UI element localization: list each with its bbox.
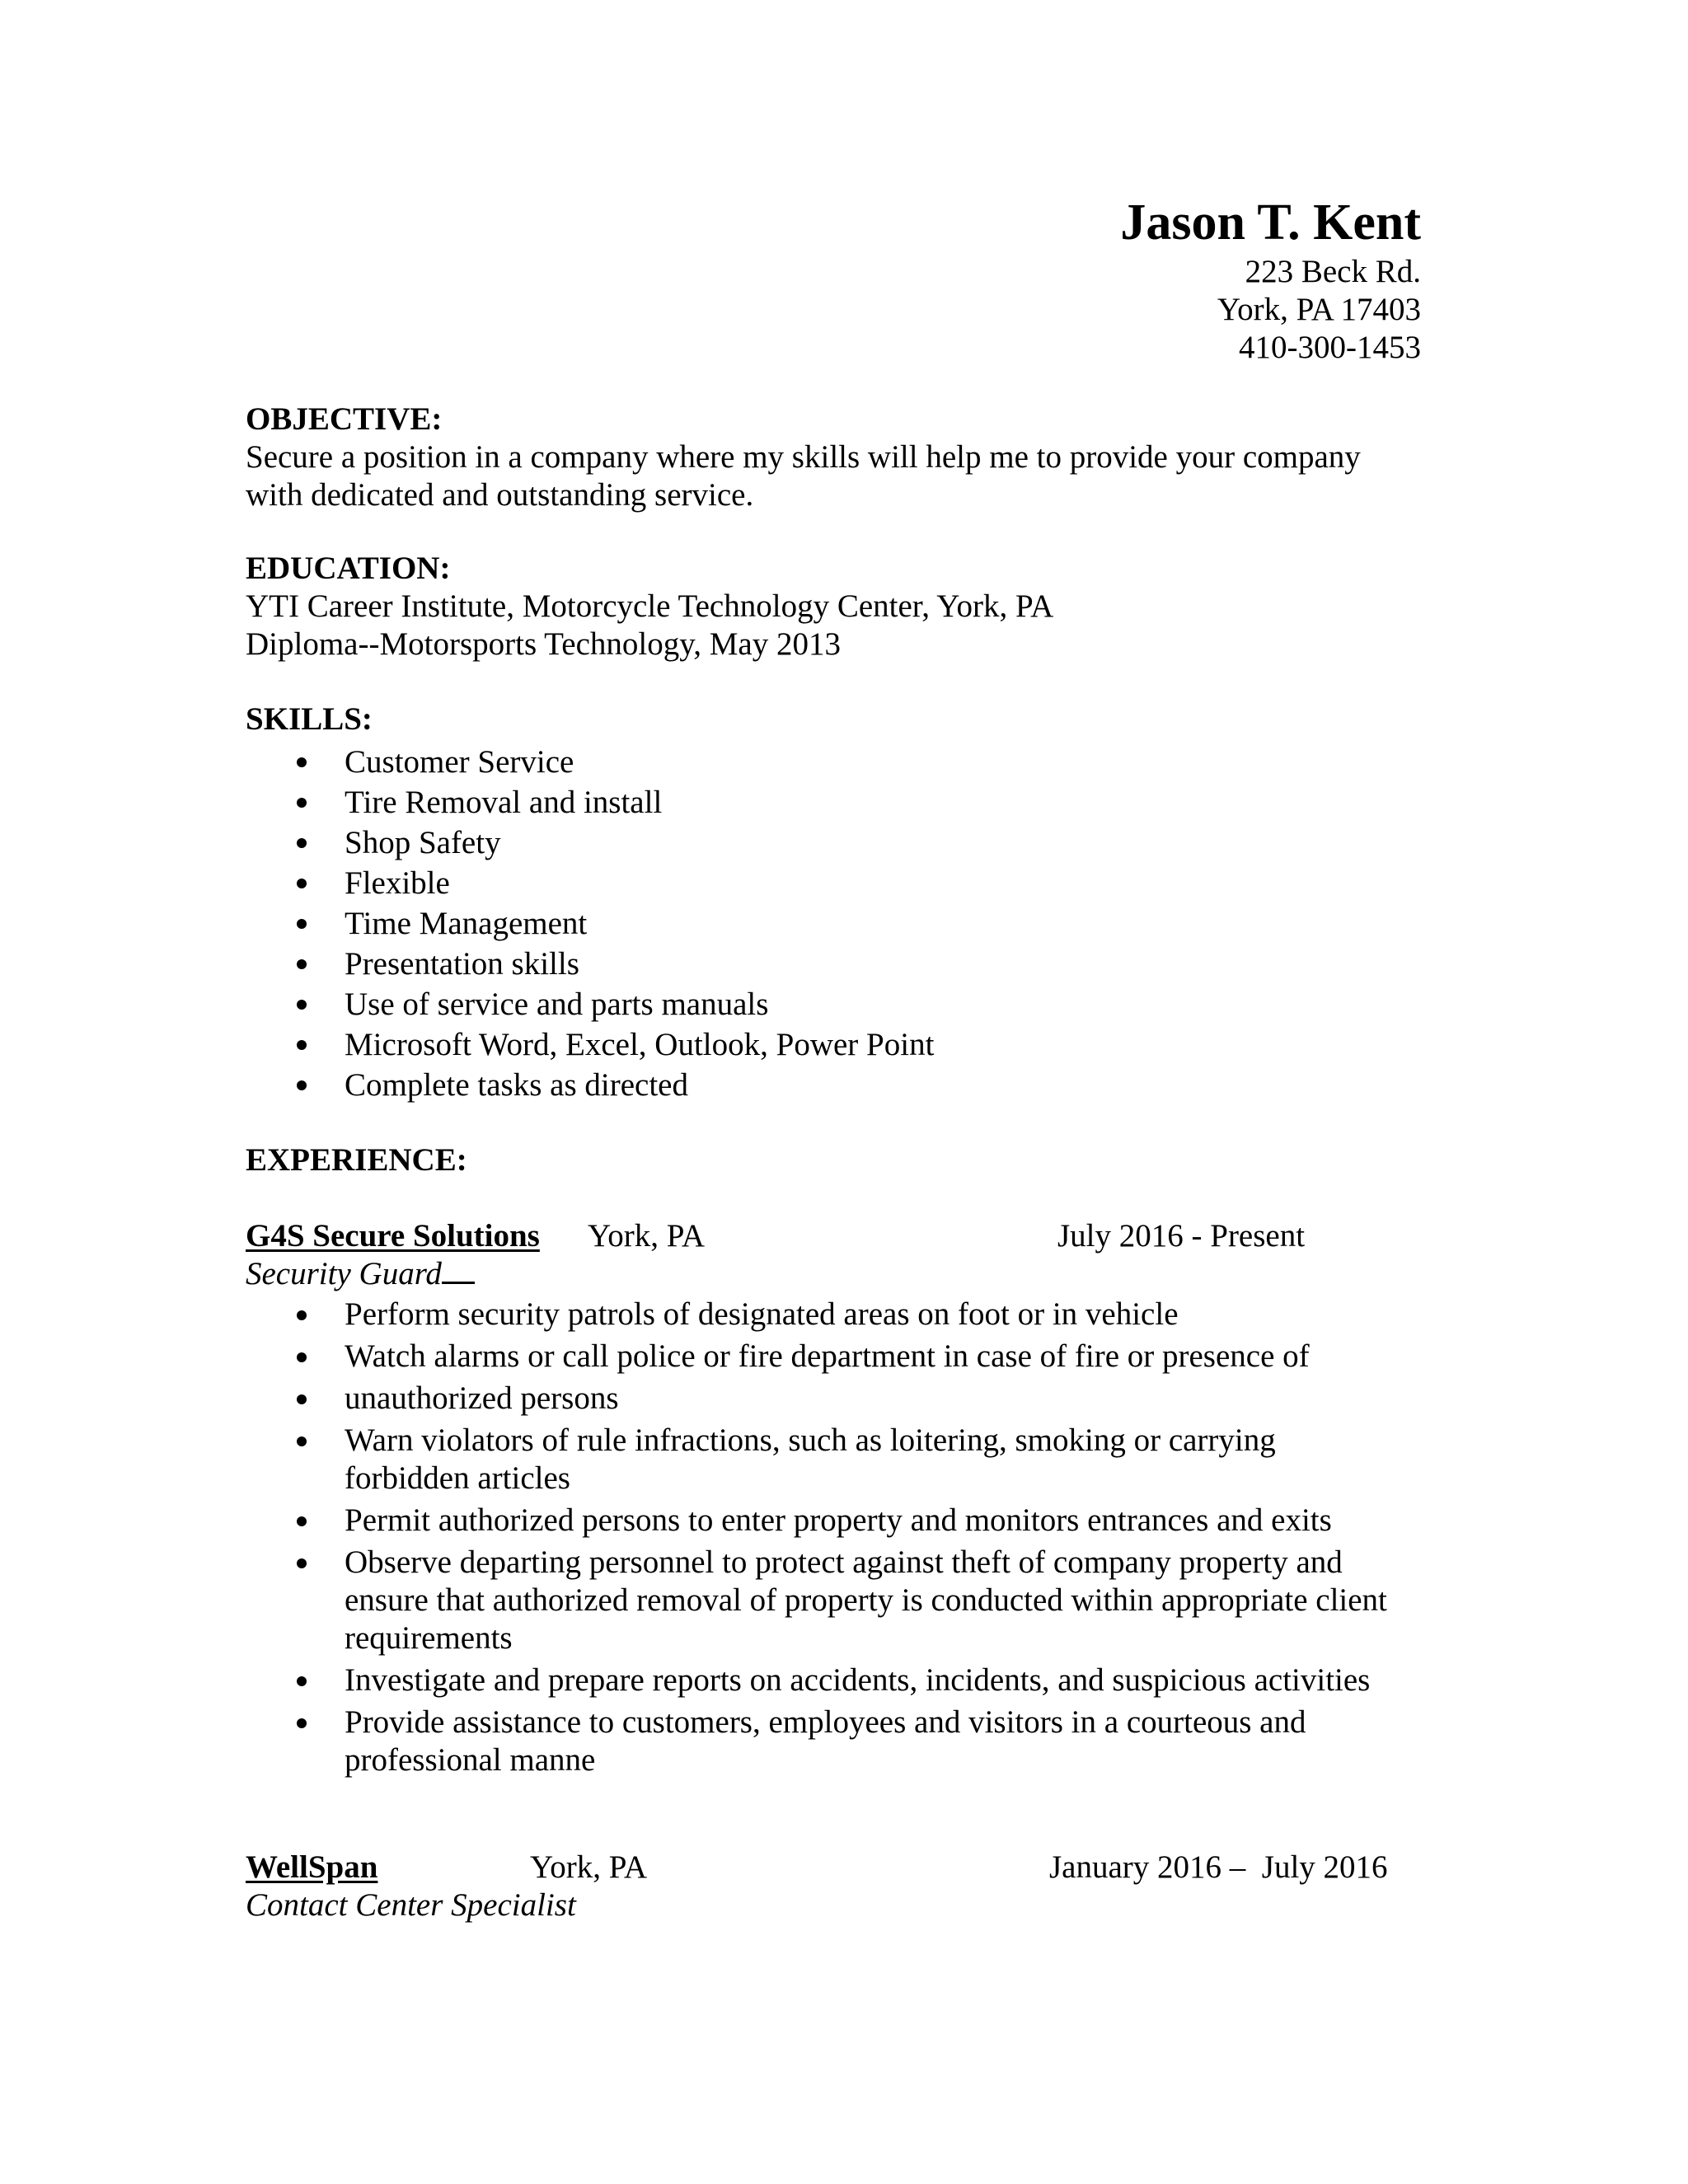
job-company: WellSpan	[246, 1849, 378, 1885]
experience-heading: EXPERIENCE:	[246, 1142, 467, 1178]
job-header-row	[246, 1217, 1441, 1255]
objective-text-line: with dedicated and outstanding service.	[246, 477, 754, 513]
skills-section	[246, 701, 1441, 1105]
street-address: 223 Beck Rd.	[1245, 254, 1421, 289]
duty-item: Warn violators of rule infractions, such as loitering, smoking or carrying forbidden articles	[246, 1421, 1441, 1497]
skill-item: Time Management	[246, 903, 1441, 944]
skill-item: Customer Service	[246, 742, 1441, 782]
objective-text-line: Secure a position in a company where my skills will help me to provide your company	[246, 439, 1361, 475]
education-heading: EDUCATION:	[246, 551, 451, 586]
job-dates: July 2016 - Present	[1057, 1218, 1306, 1254]
bullet-icon	[297, 879, 307, 888]
job-title: Contact Center Specialist	[246, 1887, 576, 1923]
bullet-icon	[297, 1080, 307, 1090]
skill-item: Presentation skills	[246, 944, 1441, 984]
job-location: York, PA	[530, 1849, 648, 1885]
education-school: YTI Career Institute, Motorcycle Technology Center, York, PA	[246, 588, 1054, 624]
city-state-zip: York, PA 17403	[1217, 292, 1421, 327]
bullet-icon	[297, 1394, 307, 1404]
bullet-icon	[297, 919, 307, 929]
bullet-icon	[297, 1352, 307, 1362]
applicant-name: Jason T. Kent	[1120, 194, 1421, 251]
skill-item: Microsoft Word, Excel, Outlook, Power Point	[246, 1024, 1441, 1065]
skill-item: Tire Removal and install	[246, 782, 1441, 823]
bullet-icon	[297, 757, 307, 767]
bullet-icon	[297, 1040, 307, 1050]
duty-item: Provide assistance to customers, employees and visitors in a courteous and professional manne	[246, 1703, 1441, 1779]
skills-heading: SKILLS:	[246, 701, 373, 737]
job-header-row	[246, 1849, 1441, 1886]
resume-body	[246, 401, 1441, 1924]
education-section	[246, 550, 1441, 663]
skills-list	[246, 742, 1441, 1105]
bullet-icon	[297, 1000, 307, 1010]
job-location: York, PA	[588, 1218, 706, 1254]
duty-item: Investigate and prepare reports on accidents, incidents, and suspicious activities	[246, 1661, 1441, 1699]
job-entry	[246, 1217, 1441, 1779]
bullet-icon	[297, 798, 307, 808]
duty-item: Watch alarms or call police or fire department in case of fire or presence of	[246, 1337, 1441, 1376]
skill-item: Shop Safety	[246, 823, 1441, 863]
bullet-icon	[297, 1310, 307, 1320]
phone-number: 410-300-1453	[1239, 330, 1421, 365]
bullet-icon	[297, 1676, 307, 1686]
objective-heading: OBJECTIVE:	[246, 401, 443, 437]
job-dates: January 2016 – July 2016	[1049, 1849, 1388, 1885]
skill-item: Use of service and parts manuals	[246, 984, 1441, 1024]
bullet-icon	[297, 1436, 307, 1446]
duty-item: unauthorized persons	[246, 1379, 1441, 1418]
duty-item: Perform security patrols of designated areas on foot or in vehicle	[246, 1295, 1441, 1333]
underline-mark	[442, 1257, 475, 1284]
job-title: Security Guard	[246, 1255, 1441, 1293]
objective-section	[246, 401, 1441, 514]
bullet-icon	[297, 959, 307, 969]
bullet-icon	[297, 1516, 307, 1526]
duty-item: Permit authorized persons to enter property and monitors entrances and exits	[246, 1501, 1441, 1540]
job-duties-list	[246, 1295, 1441, 1779]
bullet-icon	[297, 1718, 307, 1728]
job-company: G4S Secure Solutions	[246, 1218, 540, 1254]
bullet-icon	[297, 838, 307, 848]
education-diploma: Diploma--Motorsports Technology, May 2013	[246, 626, 841, 662]
duty-item: Observe departing personnel to protect against theft of company property and ensure that authorized removal of property is conducted within appropriate client requirements	[246, 1543, 1441, 1657]
contact-header	[1120, 194, 1421, 367]
skill-item: Flexible	[246, 863, 1441, 903]
bullet-icon	[297, 1558, 307, 1568]
skill-item: Complete tasks as directed	[246, 1065, 1441, 1105]
experience-section	[246, 1141, 1441, 1924]
job-entry	[246, 1849, 1441, 1924]
